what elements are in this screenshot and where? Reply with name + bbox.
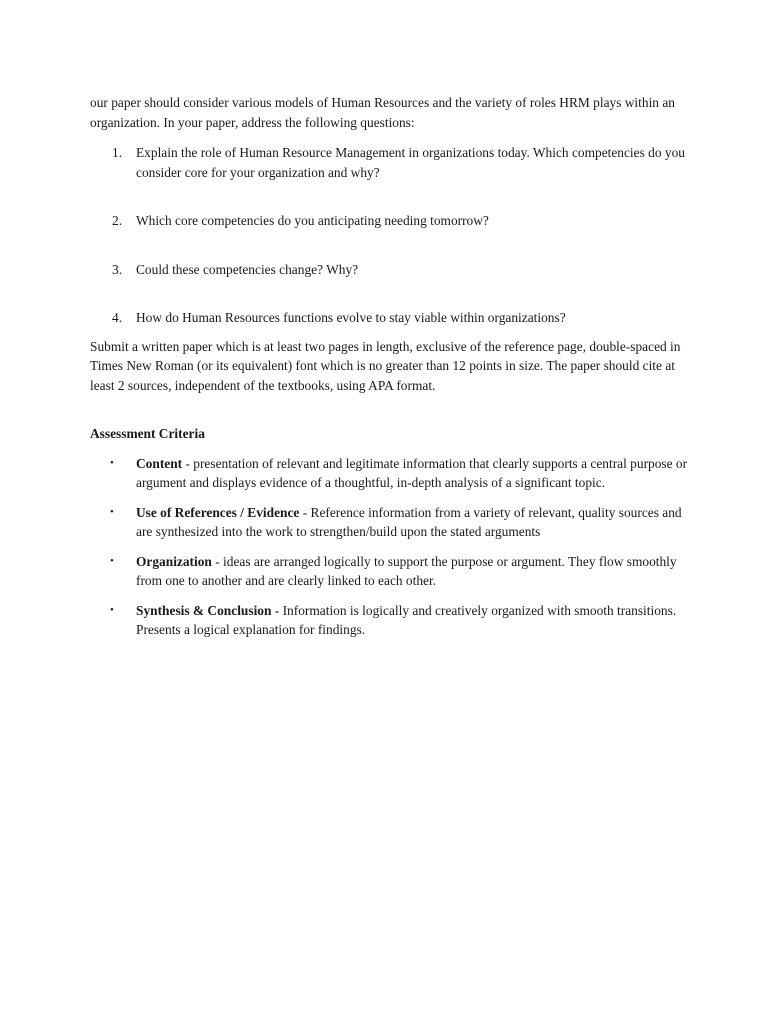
question-number: 2. — [112, 213, 123, 228]
question-item — [90, 143, 690, 182]
question-text: Explain the role of Human Resource Management in organizations today. Which competencies do you consider core for your organization and why? — [136, 145, 685, 180]
submission-requirements: Submit a written paper which is at least two pages in length, exclusive of the reference page, double-spaced in Times New Roman (or its equivalent) font which is no greater than 12 points in size. The paper should cite at least 2 sources, independent of the textbooks, using APA format. — [90, 338, 681, 393]
questions-list — [90, 143, 690, 328]
criteria-description: - ideas are arranged logically to support the purpose or argument. They flow smoothly from one to another and are clearly linked to each other. — [136, 553, 677, 588]
assessment-criteria-list — [90, 454, 690, 640]
bullet-icon: • — [110, 554, 114, 567]
assessment-heading: Assessment Criteria — [90, 426, 205, 441]
question-text: How do Human Resources functions evolve to stay viable within organizations? — [136, 310, 566, 325]
criteria-item — [90, 454, 690, 493]
bullet-icon: • — [110, 456, 114, 469]
criteria-term: Synthesis & Conclusion — [136, 602, 272, 618]
question-item — [90, 308, 690, 328]
criteria-description: - Reference information from a variety of relevant, quality sources and are synthesized into the work to strengthen/build upon the stated arguments — [136, 504, 682, 539]
criteria-item — [90, 601, 690, 640]
document-page — [90, 93, 690, 650]
intro-paragraph: our paper should consider various models of Human Resources and the variety of roles HRM plays within an organization. In your paper, address the following questions: — [90, 95, 675, 130]
criteria-description: - Information is logically and creatively organized with smooth transitions. Presents a logical explanation for findings. — [136, 602, 677, 637]
criteria-item — [90, 552, 690, 591]
question-text: Could these competencies change? Why? — [136, 261, 359, 277]
question-number: 4. — [112, 310, 123, 325]
criteria-term: Content — [136, 455, 183, 471]
bullet-icon: • — [110, 505, 114, 518]
question-item — [90, 211, 690, 231]
question-number: 3. — [112, 261, 123, 277]
question-text: Which core competencies do you anticipating needing tomorrow? — [136, 213, 489, 228]
criteria-description: - presentation of relevant and legitimate information that clearly supports a central purpose or argument and displays evidence of a thoughtful, in-depth analysis of a significant topic. — [136, 455, 688, 490]
criteria-term: Use of References / Evidence — [136, 504, 300, 520]
criteria-item — [90, 503, 690, 542]
question-item — [90, 260, 690, 280]
question-number: 1. — [112, 145, 123, 160]
criteria-term: Organization — [136, 553, 212, 569]
bullet-icon: • — [110, 603, 114, 616]
